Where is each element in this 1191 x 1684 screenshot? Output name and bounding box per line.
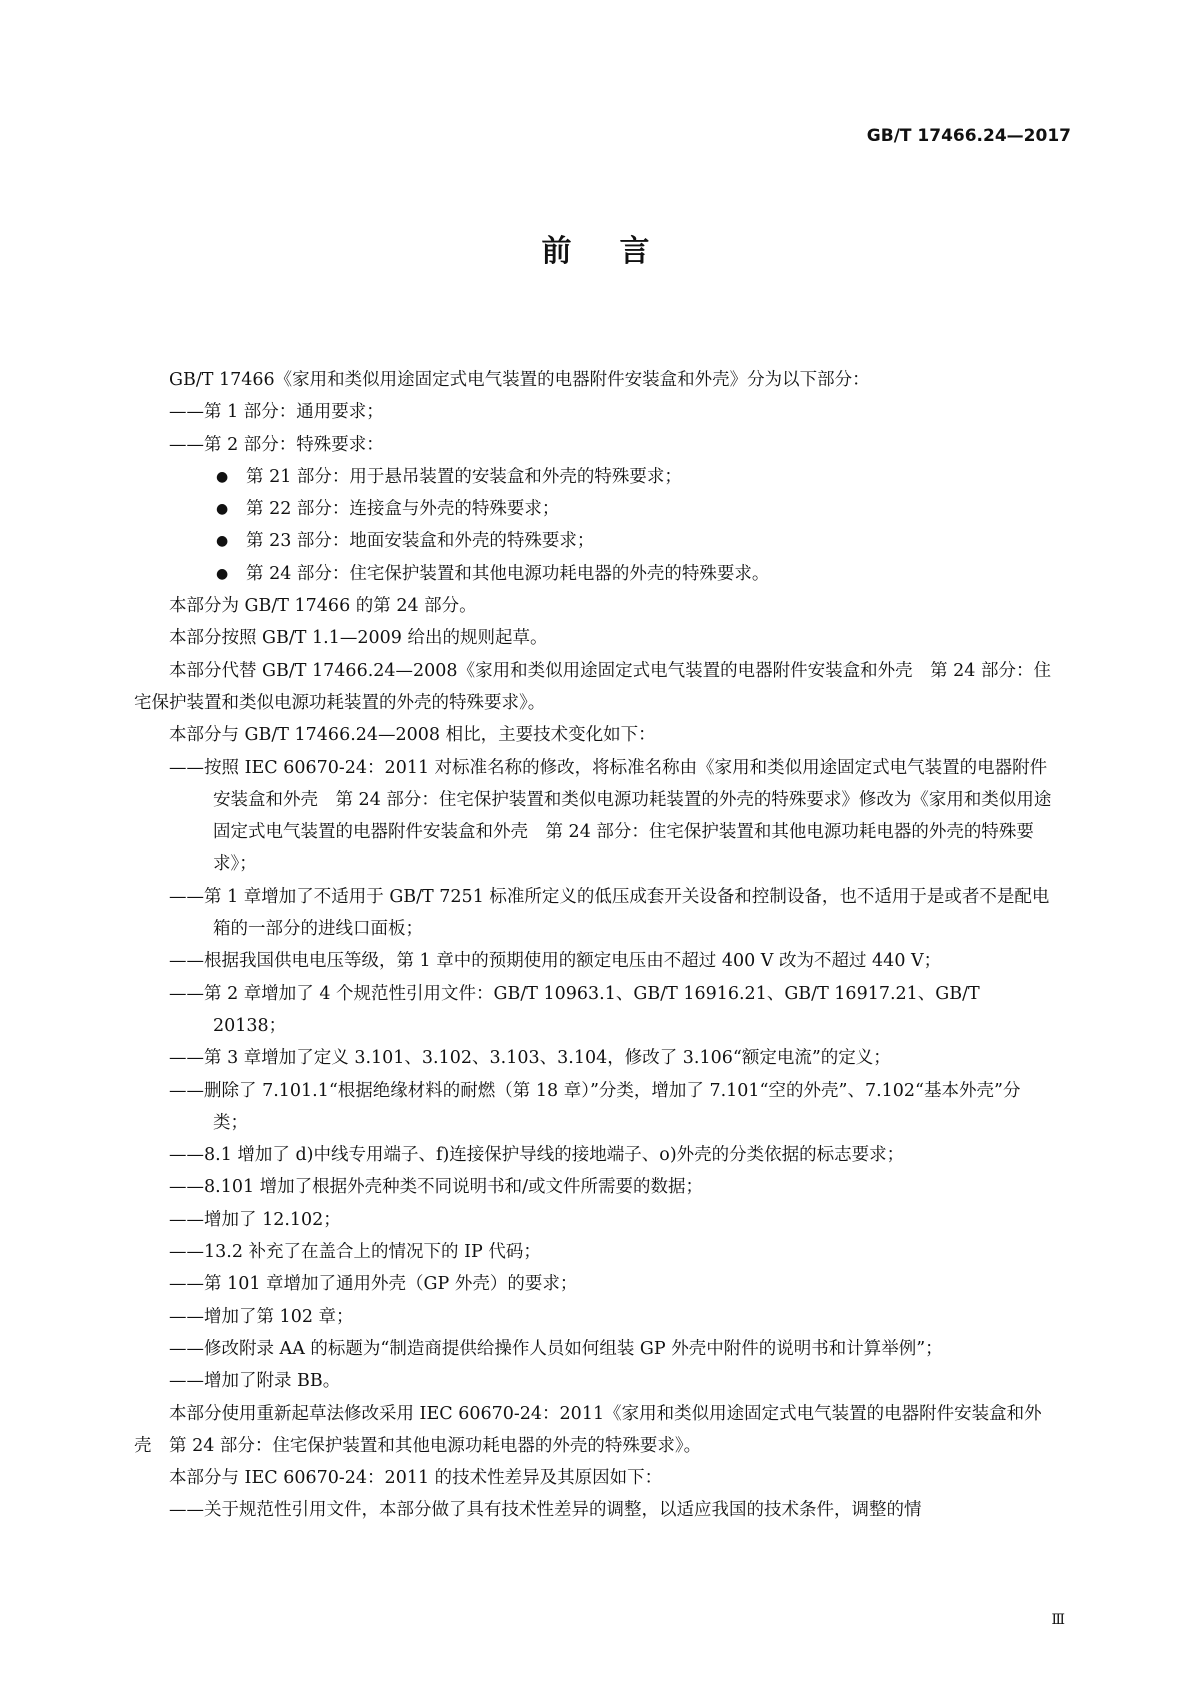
dash-item: ——关于规范性引用文件，本部分做了具有技术性差异的调整，以适应我国的技术条件，调整的情: [169, 1500, 922, 1521]
bullet-text: 第 22 部分：连接盒与外壳的特殊要求；: [246, 499, 560, 520]
bullet-text: 第 24 部分：住宅保护装置和其他电源功耗电器的外壳的特殊要求。: [246, 563, 770, 584]
dash-item: ——修改附录 AA 的标题为“制造商提供给操作人员如何组装 GP 外壳中附件的说明书和计算举例”；: [169, 1338, 943, 1359]
paragraph: 本部分使用重新起草法修改采用 IEC 60670-24：2011《家用和类似用途固定式电气装置的电器附件安装盒和外壳 第 24 部分：住宅保护装置和其他电源功耗电器的外壳的特殊要求》。: [134, 1403, 1042, 1456]
dash-item: ——删除了 7.101.1“根据绝缘材料的耐燃（第 18 章）”分类，增加了 7.101“空的外壳”、7.102“基本外壳”分类；: [169, 1080, 1021, 1133]
dash-item: ——增加了第 102 章；: [169, 1306, 354, 1327]
paragraph: GB/T 17466《家用和类似用途固定式电气装置的电器附件安装盒和外壳》分为以下部分：: [169, 370, 870, 390]
bullet-text: 第 23 部分：地面安装盒和外壳的特殊要求；: [246, 531, 595, 552]
dash-item: ——第 2 部分：特殊要求：: [169, 434, 384, 455]
dash-item: ——第 2 章增加了 4 个规范性引用文件：GB/T 10963.1、GB/T 16916.21、GB/T 16917.21、GB/T 20138；: [169, 983, 980, 1036]
bullet-icon: ●: [216, 501, 229, 518]
standard-code: GB/T 17466.24—2017: [866, 126, 1071, 146]
dash-item: ——8.101 增加了根据外壳种类不同说明书和/或文件所需要的数据；: [169, 1177, 704, 1198]
paragraph: 本部分按照 GB/T 1.1—2009 给出的规则起草。: [169, 628, 548, 649]
dash-item: ——第 101 章增加了通用外壳（GP 外壳）的要求；: [169, 1274, 578, 1295]
dash-item: ——第 1 部分：通用要求；: [169, 402, 384, 423]
dash-item: ——按照 IEC 60670-24：2011 对标准名称的修改，将标准名称由《家用和类似用途固定式电气装置的电器附件安装盒和外壳 第 24 部分：住宅保护装置和类似电源功耗装置的外壳的特殊要求》修改为《家用和类似用途固定式电气装置的电器附件安装盒和外壳 第 24 部分：住宅保护装置和其他电源功耗电器的外壳的特殊要求》；: [169, 757, 1052, 875]
paragraph: 本部分与 IEC 60670-24：2011 的技术性差异及其原因如下：: [169, 1468, 663, 1489]
page-number: Ⅲ: [1051, 1612, 1065, 1628]
paragraph: 本部分代替 GB/T 17466.24—2008《家用和类似用途固定式电气装置的电器附件安装盒和外壳 第 24 部分：住宅保护装置和类似电源功耗装置的外壳的特殊要求》。: [134, 660, 1051, 713]
paragraph: 本部分与 GB/T 17466.24—2008 相比，主要技术变化如下：: [169, 725, 656, 746]
bullet-item: [134, 558, 1054, 590]
dash-item: ——13.2 补充了在盖合上的情况下的 IP 代码；: [169, 1242, 541, 1263]
page-title: 前言: [541, 234, 698, 269]
bullet-item: [134, 461, 1054, 493]
bullet-item: [134, 525, 1054, 557]
bullet-icon: ●: [216, 468, 229, 485]
dash-item: ——第 3 章增加了定义 3.101、3.102、3.103、3.104，修改了 3.106“额定电流”的定义；: [169, 1048, 891, 1069]
body-text: [134, 364, 1054, 1527]
dash-item: ——增加了 12.102；: [169, 1209, 341, 1230]
dash-item: ——第 1 章增加了不适用于 GB/T 7251 标准所定义的低压成套开关设备和控制设备，也不适用于是或者不是配电箱的一部分的进线口面板；: [169, 886, 1050, 940]
bullet-text: 第 21 部分：用于悬吊装置的安装盒和外壳的特殊要求；: [246, 466, 682, 487]
dash-item: ——根据我国供电电压等级，第 1 章中的预期使用的额定电压由不超过 400 V 改为不超过 440 V；: [169, 951, 942, 972]
bullet-icon: ●: [216, 565, 229, 582]
bullet-item: [134, 493, 1054, 525]
dash-item: ——8.1 增加了 d)中线专用端子、f)连接保护导线的接地端子、o)外壳的分类依据的标志要求；: [169, 1145, 905, 1166]
paragraph: 本部分为 GB/T 17466 的第 24 部分。: [169, 596, 477, 617]
dash-item: ——增加了附录 BB。: [169, 1371, 341, 1392]
bullet-icon: ●: [216, 533, 229, 550]
